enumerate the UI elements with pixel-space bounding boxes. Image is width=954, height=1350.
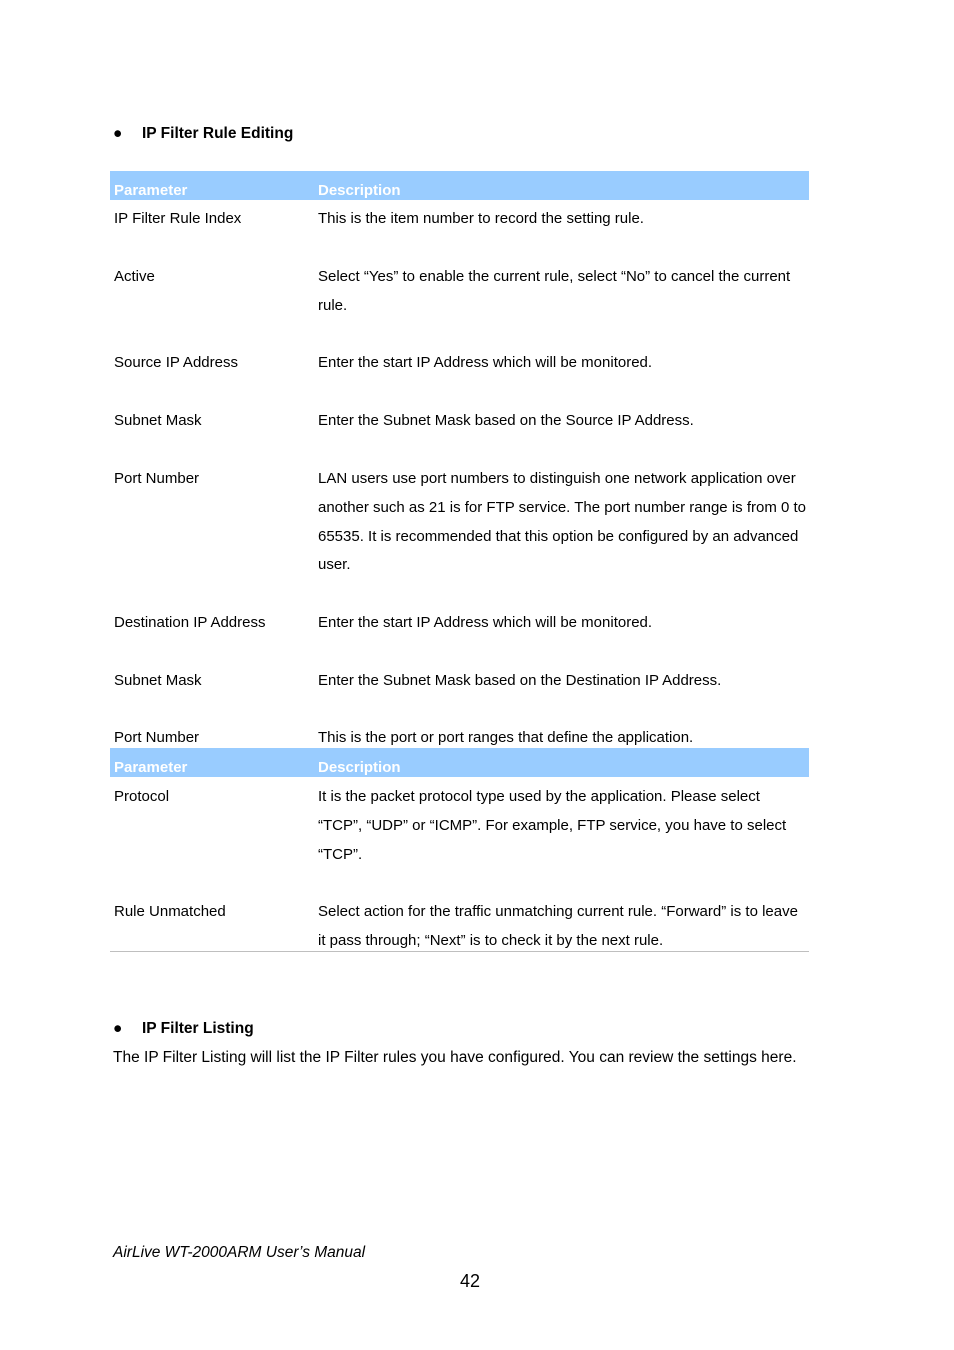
desc-cell: This is the item number to record the setting rule. <box>318 210 644 227</box>
footer-manual-title: AirLive WT-2000ARM User’s Manual <box>113 1244 366 1261</box>
param-cell: Active <box>114 268 155 285</box>
header-parameter: Parameter <box>114 759 188 776</box>
param-cell: Destination IP Address <box>114 614 266 631</box>
section-heading-ip-filter-listing <box>113 1019 254 1039</box>
table-bottom-border <box>110 951 809 952</box>
table-header-repeat <box>110 748 809 777</box>
header-parameter: Parameter <box>114 182 188 199</box>
body-paragraph: The IP Filter Listing will list the IP Filter rules you have configured. You can review the settings here. <box>113 1049 797 1066</box>
param-cell: Subnet Mask <box>114 672 202 689</box>
page-number: 42 <box>459 1271 481 1291</box>
desc-cell: Enter the Subnet Mask based on the Destination IP Address. <box>318 672 722 689</box>
header-description: Description <box>318 182 401 199</box>
bullet-icon: ● <box>113 125 123 142</box>
desc-cell: It is the packet protocol type used by the application. Please select “TCP”, “UDP” or “ICMP”. For example, FTP service, you have to select “TCP”. <box>318 788 787 863</box>
section-heading-text: IP Filter Rule Editing <box>142 125 294 142</box>
desc-cell: LAN users use port numbers to distinguish one network application over another such as 21 is for FTP service. The port number range is from 0 to 65535. It is recommended that this option be configured by an advanced user. <box>318 470 807 574</box>
param-cell: Subnet Mask <box>114 412 202 429</box>
param-cell: IP Filter Rule Index <box>114 210 242 227</box>
desc-cell: Select “Yes” to enable the current rule, select “No” to cancel the current rule. <box>318 268 791 314</box>
param-cell: Source IP Address <box>114 354 238 371</box>
desc-cell: Select action for the traffic unmatching current rule. “Forward” is to leave it pass through; “Next” is to check it by the next rule. <box>318 903 798 949</box>
param-cell: Rule Unmatched <box>114 903 226 920</box>
param-cell: Port Number <box>114 470 200 487</box>
section-heading-ip-filter-rule-editing <box>113 124 293 144</box>
param-cell: Protocol <box>114 788 170 805</box>
desc-cell: Enter the start IP Address which will be monitored. <box>318 354 653 371</box>
desc-cell: This is the port or port ranges that define the application. <box>318 729 694 746</box>
desc-cell: Enter the Subnet Mask based on the Source IP Address. <box>318 412 694 429</box>
param-cell: Port Number <box>114 729 200 746</box>
header-description: Description <box>318 759 401 776</box>
bullet-icon: ● <box>113 1020 123 1037</box>
table-header <box>110 171 809 200</box>
section-heading-text: IP Filter Listing <box>142 1020 254 1037</box>
desc-cell: Enter the start IP Address which will be monitored. <box>318 614 653 631</box>
